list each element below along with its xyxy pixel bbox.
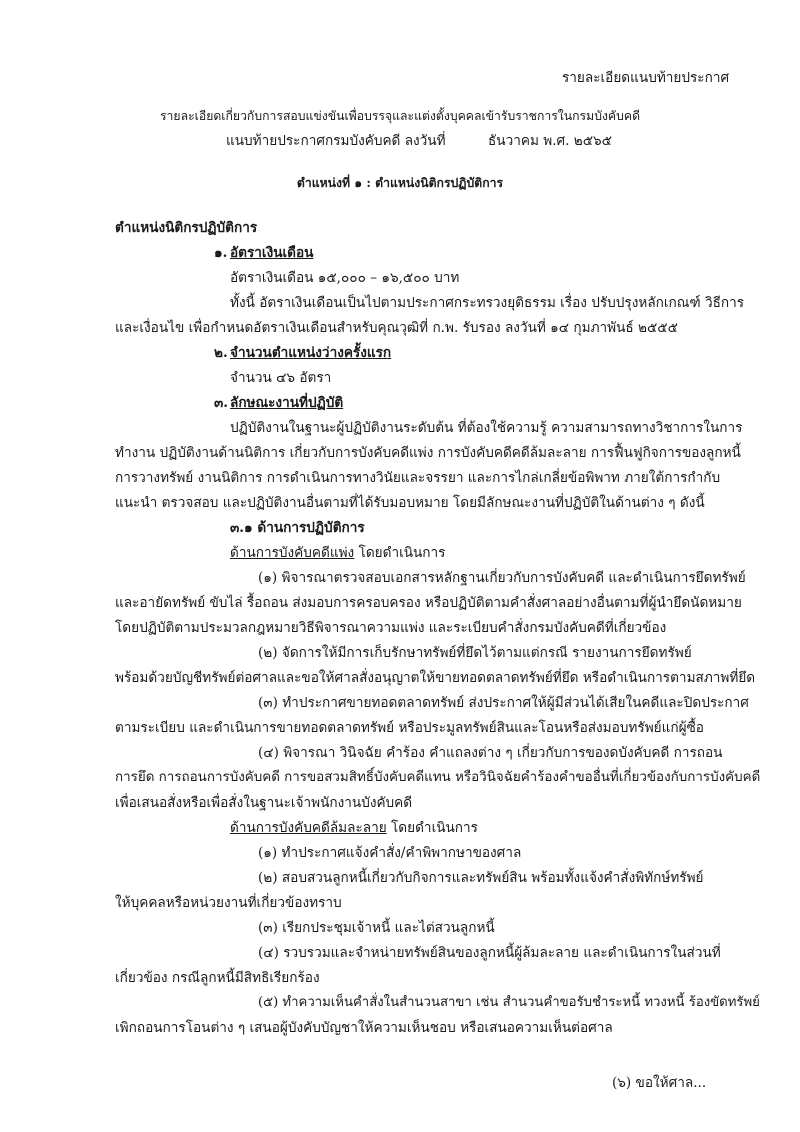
bankruptcy-item-line: (๔) รวบรวมและจำหน่ายทรัพย์สินของลูกหนี้ผู้ล้มละลาย และดำเนินการในส่วนที่ (258, 945, 721, 961)
duties-number: ๓. (214, 395, 229, 411)
duties-intro-line: ปฏิบัติงานในฐานะผู้ปฏิบัติงานระดับต้น ที่ต้องใช้ความรู้ ความสามารถทางวิชาการในการ (230, 420, 743, 436)
bankruptcy-enforcement-heading-suffix: โดยดำเนินการ (386, 820, 478, 836)
bankruptcy-item-line: (๓) เรียกประชุมเจ้าหนี้ และไต่สวนลูกหนี้ (258, 920, 495, 936)
duties-intro-line: ทำงาน ปฏิบัติงานด้านนิติการ เกี่ยวกับการบังคับคดีแพ่ง การบังคับคดีคดีล้มละลาย การฟื้นฟูกิจการของลูกหนี้ (115, 445, 741, 461)
document-title-line2: แนบท้ายประกาศกรมบังคับคดี ลงวันที่ (226, 133, 446, 149)
duties-intro-line: การวางทรัพย์ งานนิติการ การดำเนินการทางวินัยและจรรยา และการไกล่เกลี่ยข้อพิพาท ภายใต้การกำกับ (115, 470, 721, 486)
operations-subheading: ๓.๑ ด้านการปฏิบัติการ (230, 520, 365, 536)
document-title-line1: รายละเอียดเกี่ยวกับการสอบแข่งขันเพื่อบรรจุและแต่งตั้งบุคคลเข้ารับราชการในกรมบังคับคดี (159, 109, 641, 123)
civil-item-line: พร้อมด้วยบัญชีทรัพย์ต่อศาลและขอให้ศาลสั่งอนุญาตให้ขายทอดตลาดทรัพย์ที่ยึด หรือดำเนินการตามสภาพที่ยึด (115, 670, 756, 686)
vacancies-heading: จำนวนตำแหน่งว่างครั้งแรก (230, 345, 392, 361)
duties-heading: ลักษณะงานที่ปฏิบัติ (230, 395, 344, 411)
bankruptcy-item-line: ให้บุคคลหรือหน่วยงานที่เกี่ยวข้องทราบ (115, 895, 342, 911)
civil-item-line: และอายัดทรัพย์ ขับไล่ รื้อถอน ส่งมอบการครอบครอง หรือปฏิบัติตามคำสั่งศาลอย่างอื่นตามที่ผู้นำยึดนัดหมาย (115, 595, 742, 611)
civil-item-line: (๒) จัดการให้มีการเก็บรักษาทรัพย์ที่ยึดไว้ตามแต่กรณี รายงานการยึดทรัพย์ (258, 645, 692, 661)
bankruptcy-enforcement-heading (230, 818, 478, 838)
civil-item-line: (๔) พิจารณา วินิจฉัย คำร้อง คำแถลงต่าง ๆ เกี่ยวกับการของดบังคับคดี การถอน (258, 745, 723, 761)
salary-number: ๑. (214, 245, 228, 261)
document-title-date: ธันวาคม พ.ศ. ๒๕๖๕ (488, 133, 612, 149)
duties-intro-line: แนะนำ ตรวจสอบ และปฏิบัติงานอื่นตามที่ได้รับมอบหมาย โดยมีลักษณะงานที่ปฏิบัติในด้านต่าง ๆ ดังนี้ (115, 495, 705, 511)
section-title: ตำแหน่งนิติกรปฏิบัติการ (115, 220, 258, 236)
salary-heading: อัตราเงินเดือน (230, 245, 314, 261)
bankruptcy-item-line: เกี่ยวข้อง กรณีลูกหนี้มีสิทธิเรียกร้อง (115, 970, 320, 986)
civil-item-line: การยึด การถอนการบังคับคดี การขอสวมสิทธิ์บังคับคดีแทน หรือวินิจฉัยคำร้องคำขออื่นที่เกี่ยวข้องกับการบังคับคดี (115, 770, 761, 785)
salary-note-line2: และเงื่อนไข เพื่อกำหนดอัตราเงินเดือนสำหรับคุณวุฒิที่ ก.พ. รับรอง ลงวันที่ ๑๔ กุมภาพันธ์ ๒๕๕๕ (115, 320, 678, 336)
header-note: รายละเอียดแนบท้ายประกาศ (562, 70, 730, 86)
bankruptcy-item-line: (๕) ทำความเห็นคำสั่งในสำนวนสาขา เช่น สำนวนคำขอรับชำระหนี้ ทวงหนี้ ร้องขัดทรัพย์ (258, 995, 760, 1010)
civil-enforcement-heading (230, 543, 445, 563)
civil-item-line: เพื่อเสนอสั่งหรือเพื่อสั่งในฐานะเจ้าพนักงานบังคับคดี (115, 795, 413, 811)
civil-item-line: (๓) ทำประกาศขายทอดตลาดทรัพย์ ส่งประกาศให้ผู้มีส่วนได้เสียในคดีและปิดประกาศ (258, 695, 749, 711)
bankruptcy-enforcement-heading-label: ด้านการบังคับคดีล้มละลาย (230, 820, 387, 836)
position-heading: ตำแหน่งที่ ๑ : ตำแหน่งนิติกรปฏิบัติการ (296, 176, 504, 190)
bankruptcy-item-line: เพิกถอนการโอนต่าง ๆ เสนอผู้บังคับบัญชาให้ความเห็นชอบ หรือเสนอความเห็นต่อศาล (115, 1020, 613, 1036)
civil-item-line: (๑) พิจารณาตรวจสอบเอกสารหลักฐานเกี่ยวกับการบังคับคดี และดำเนินการยึดทรัพย์ (258, 570, 746, 586)
bankruptcy-item-line: (๑) ทำประกาศแจ้งคำสั่ง/คำพิพากษาของศาล (258, 845, 522, 861)
bankruptcy-item-line: (๒) สอบสวนลูกหนี้เกี่ยวกับกิจการและทรัพย์สิน พร้อมทั้งแจ้งคำสั่งพิทักษ์ทรัพย์ (258, 870, 704, 886)
civil-item-line: ตามระเบียบ และดำเนินการขายทอดตลาดทรัพย์ หรือประมูลทรัพย์สินและโอนหรือส่งมอบทรัพย์แก่ผู้ซื้อ (115, 720, 704, 736)
salary-amount: อัตราเงินเดือน ๑๕,๐๐๐ – ๑๖,๕๐๐ บาท (230, 270, 460, 286)
vacancies-count: จำนวน ๔๖ อัตรา (230, 370, 332, 386)
civil-enforcement-heading-label: ด้านการบังคับคดีแพ่ง (230, 545, 355, 561)
salary-note-line1: ทั้งนี้ อัตราเงินเดือนเป็นไปตามประกาศกระทรวงยุติธรรม เรื่อง ปรับปรุงหลักเกณฑ์ วิธีการ (230, 295, 745, 311)
continuation-note: (๖) ขอให้ศาล... (612, 1075, 707, 1091)
vacancies-number: ๒. (214, 345, 228, 361)
civil-enforcement-heading-suffix: โดยดำเนินการ (354, 545, 446, 561)
civil-item-line: โดยปฏิบัติตามประมวลกฎหมายวิธีพิจารณาความแพ่ง และระเบียบคำสั่งกรมบังคับคดีที่เกี่ยวข้อง (115, 620, 667, 636)
